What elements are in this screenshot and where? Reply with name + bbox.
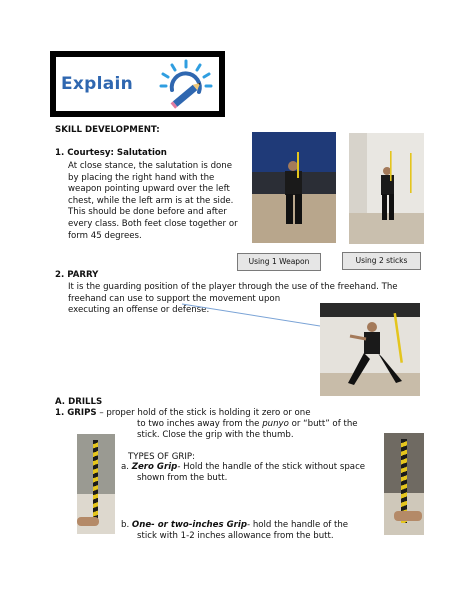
paragraph-line: by placing the right hand with the [68, 172, 215, 183]
grips-line-2: to two inches away from the punyo or “butt” of the [137, 419, 358, 429]
paragraph-line: This should be done before and after [68, 207, 227, 218]
zero-grip-name: Zero Grip [131, 462, 178, 472]
types-of-grip-heading: TYPES OF GRIP: [128, 452, 195, 462]
grips-label: 1. GRIPS [55, 408, 97, 418]
paragraph-line: form 45 degrees. [68, 230, 142, 241]
paragraph-line: At close stance, the salutation is done [68, 161, 233, 171]
one-two-inch-grip-item-cont: stick with 1-2 inches allowance from the butt. [137, 531, 334, 541]
paragraph-line: executing an offense or defense. [68, 305, 210, 316]
hand [394, 511, 422, 521]
zero-grip-item-cont: shown from the butt. [137, 473, 228, 483]
caption-one-weapon: Using 1 Weapon [237, 253, 321, 271]
paragraph-line: every class. Both feet close together or [68, 218, 238, 229]
grips-line-3: stick. Close the grip with the thumb. [137, 430, 294, 440]
one-two-inch-grip-photo [384, 433, 424, 535]
zero-grip-item: a. Zero Grip- Hold the handle of the stick without space [121, 462, 366, 472]
courtesy-salutation-title: 1. Courtesy: Salutation [55, 148, 167, 158]
pointer-line [180, 300, 320, 330]
punyo-term: punyo [262, 419, 289, 429]
one-two-inch-grip-item: b. One- or two-inches Grip- hold the handle of the [121, 520, 349, 530]
paragraph-line: weapon pointing upward over the left [68, 184, 230, 195]
parry-title: 2. PARRY [55, 270, 99, 280]
banner-title: Explain [61, 74, 134, 94]
caption-two-sticks: Using 2 sticks [342, 252, 421, 270]
grips-line-1 [55, 408, 311, 420]
striped-stick [93, 440, 98, 524]
salutation-one-weapon-photo [252, 132, 336, 243]
skill-development-heading: SKILL DEVELOPMENT: [55, 125, 160, 135]
lightbulb-pencil-icon [154, 58, 218, 110]
zero-grip-photo [77, 434, 115, 534]
salutation-two-sticks-photo [349, 133, 424, 244]
paragraph-line: It is the guarding position of the player through the use of the freehand. The [68, 282, 398, 292]
hand [77, 517, 99, 526]
paragraph-line: chest, while the left arm is at the side. [68, 195, 234, 206]
explain-banner [50, 51, 225, 117]
parry-photo [320, 303, 420, 396]
one-two-inch-grip-name: One- or two-inches Grip [131, 520, 247, 530]
drills-heading: A. DRILLS [55, 397, 103, 407]
salutation-paragraph [68, 161, 246, 242]
grips-definition: – proper hold of the stick is holding it zero or one [96, 408, 311, 418]
paragraph-line: freehand can use to support the movement upon [68, 293, 281, 304]
